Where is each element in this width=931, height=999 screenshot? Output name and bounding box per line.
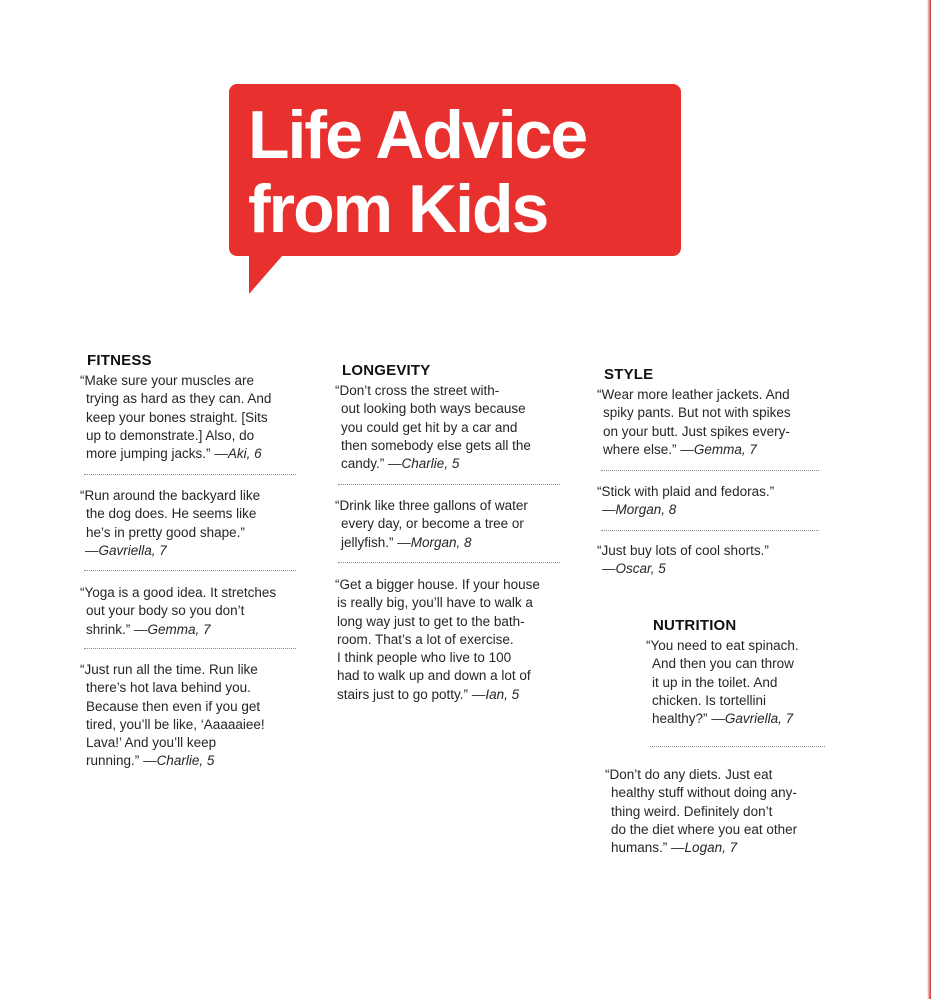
quote-line: humans.” (611, 840, 668, 856)
quote-line: “Get a bigger house. If your house (335, 577, 540, 592)
quote-line: the dog does. He seems like (86, 506, 257, 522)
style-quote-1 (597, 386, 822, 459)
entry-divider (84, 648, 296, 649)
quote-line: out looking both ways because (341, 401, 526, 417)
fitness-quote-2 (80, 487, 295, 560)
quote-line: then somebody else gets all the (341, 437, 531, 453)
speech-bubble-tail (249, 255, 283, 294)
quote-line: “Don’t cross the street with- (335, 383, 500, 398)
quote-line: jellyfish.” (341, 534, 394, 550)
quote-author: —Morgan, 8 (602, 502, 677, 518)
fitness-quote-1 (80, 372, 295, 463)
quote-line: “Stick with plaid and fedoras.” (597, 484, 775, 499)
quote-line: running.” (86, 753, 140, 769)
quote-line: stairs just to go potty.” (337, 686, 469, 702)
quote-line: room. That’s a lot of exercise. (337, 631, 514, 647)
quote-author: —Charlie, 5 (143, 753, 215, 769)
fitness-heading: FITNESS (87, 352, 152, 369)
quote-line: where else.” (603, 441, 677, 457)
quote-line: shrink.” (86, 621, 131, 637)
entry-divider (601, 530, 819, 531)
nutrition-quote-1 (646, 637, 836, 728)
page-title-line-1: Life Advice (248, 97, 587, 173)
quote-line: “Just buy lots of cool shorts.” (597, 543, 769, 558)
entry-divider (84, 474, 296, 475)
quote-line: Lava!’ And you’ll keep (86, 735, 217, 751)
nutrition-heading: NUTRITION (653, 617, 737, 634)
quote-line: candy.” (341, 456, 385, 472)
entry-divider (601, 470, 819, 471)
longevity-quote-3 (335, 576, 560, 704)
quote-line: it up in the toilet. And (652, 674, 778, 690)
quote-author: —Logan, 7 (671, 840, 738, 856)
quote-author: —Ian, 5 (471, 686, 520, 702)
quote-line: thing weird. Definitely don’t (611, 803, 773, 819)
quote-line: “Don’t do any diets. Just eat (605, 767, 773, 782)
fitness-quote-3 (80, 584, 295, 639)
quote-line: “Run around the backyard like (80, 488, 261, 503)
quote-line: out your body so you don’t (86, 603, 245, 619)
quote-line: trying as hard as they can. And (86, 391, 272, 407)
entry-divider (338, 484, 560, 485)
quote-line: I think people who live to 100 (337, 650, 512, 666)
entry-divider (84, 570, 296, 571)
quote-line: there’s hot lava behind you. (86, 680, 251, 696)
longevity-quote-2 (335, 497, 560, 552)
quote-author: —Gavriella, 7 (711, 711, 794, 727)
quote-author: —Aki, 6 (214, 446, 262, 462)
quote-line: “Make sure your muscles are (80, 373, 255, 388)
quote-line: healthy stuff without doing any- (611, 785, 797, 801)
quote-author: —Charlie, 5 (388, 456, 460, 472)
quote-author: —Oscar, 5 (602, 561, 666, 577)
quote-line: spiky pants. But not with spikes (603, 405, 791, 421)
quote-line: tired, you’ll be like, ‘Aaaaaiee! (86, 716, 265, 732)
quote-author: —Gemma, 7 (680, 441, 757, 457)
quote-line: “You need to eat spinach. (646, 638, 799, 653)
longevity-quote-1 (335, 382, 560, 473)
quote-line: “Just run all the time. Run like (80, 662, 258, 677)
quote-line: Because then even if you get (86, 698, 261, 714)
entry-divider (338, 562, 560, 563)
quote-line: had to walk up and down a lot of (337, 668, 531, 684)
nutrition-quote-2 (605, 766, 830, 857)
quote-line: more jumping jacks.” (86, 446, 211, 462)
quote-line: on your butt. Just spikes every- (603, 423, 790, 439)
quote-line: you could get hit by a car and (341, 419, 518, 435)
quote-author: —Morgan, 8 (397, 534, 472, 550)
fitness-quote-4 (80, 661, 295, 771)
quote-line: “Drink like three gallons of water (335, 498, 528, 513)
quote-author: —Gavriella, 7 (85, 542, 167, 558)
quote-line: And then you can throw (652, 656, 794, 672)
quote-line: every day, or become a tree or (341, 516, 524, 532)
quote-line: do the diet where you eat other (611, 821, 798, 837)
quote-line: up to demonstrate.] Also, do (86, 427, 255, 443)
quote-line: keep your bones straight. [Sits (86, 409, 268, 425)
quote-line: long way just to get to the bath- (337, 613, 525, 629)
quote-line: “Wear more leather jackets. And (597, 387, 790, 402)
longevity-heading: LONGEVITY (342, 362, 431, 379)
style-quote-2 (597, 483, 822, 520)
quote-line: chicken. Is tortellini (652, 692, 767, 708)
quote-author: —Gemma, 7 (134, 621, 211, 637)
quote-line: “Yoga is a good idea. It stretches (80, 585, 277, 600)
style-heading: STYLE (604, 366, 654, 383)
entry-divider (650, 746, 825, 747)
quote-line: is really big, you’ll have to walk a (337, 595, 533, 611)
quote-line: healthy?” (652, 711, 708, 727)
page-edge-decoration (927, 0, 931, 999)
page-title-line-2: from Kids (248, 171, 548, 247)
quote-line: he’s in pretty good shape.” (86, 524, 245, 540)
style-quote-3 (597, 542, 822, 579)
